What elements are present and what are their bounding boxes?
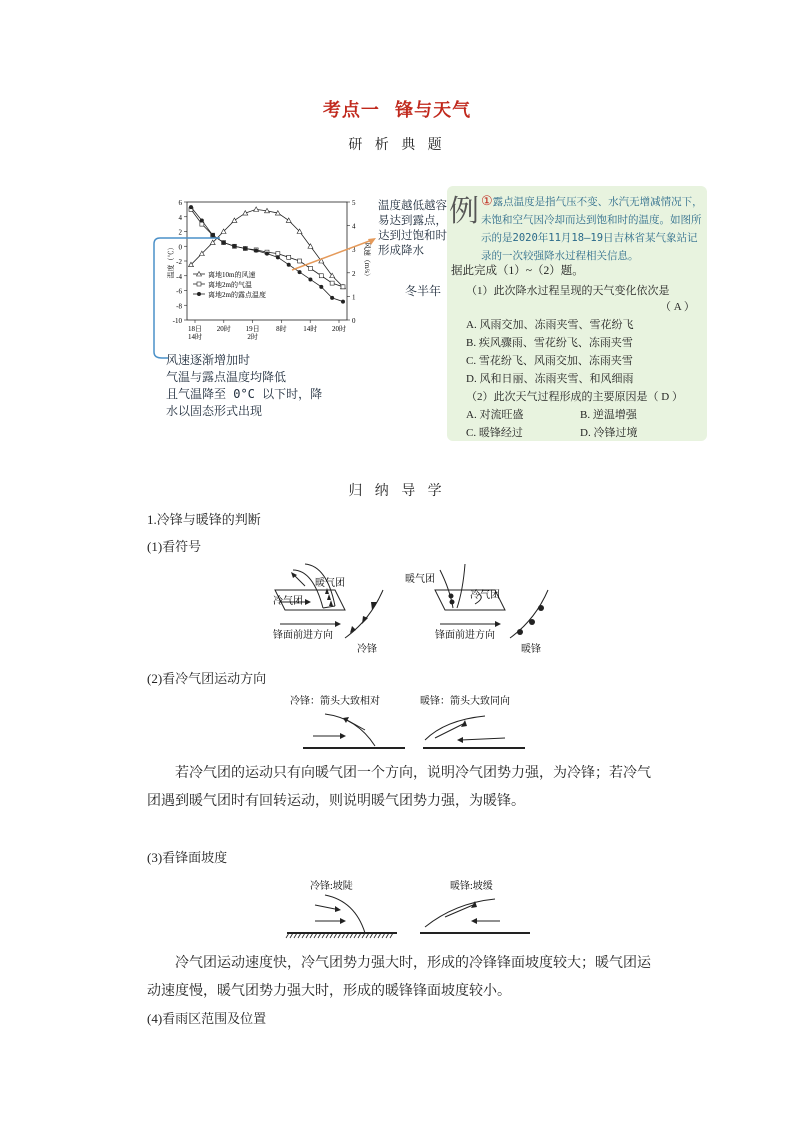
fig3-warm-label: 暖锋:坡缓 — [450, 881, 493, 892]
section-heading-analysis: 研 析 典 题 — [348, 137, 446, 153]
q2-option: D. 冷锋过境 — [580, 427, 638, 439]
fig1-move-dir-left: 锋面前进方向 — [273, 630, 333, 641]
y-tick-label-left: -10 — [172, 317, 182, 325]
annotation-left — [166, 352, 366, 420]
subsection-direction: (2)看冷气团运动方向 — [147, 671, 267, 686]
series-point — [276, 252, 280, 256]
y-tick-label-left: 4 — [178, 213, 182, 222]
series-point — [276, 255, 280, 259]
fig1-cold-front-label: 冷锋 — [357, 644, 377, 655]
x-tick-label: 8时 — [276, 325, 287, 333]
y-tick-label-left: -4 — [176, 272, 182, 281]
y-tick-label-left: -2 — [176, 258, 182, 266]
q2-text: （2）此次天气过程形成的主要原因是（ D ） — [466, 391, 683, 403]
front-symbol-figure — [265, 560, 565, 660]
y-tick-label-right: 0 — [352, 317, 356, 325]
legend-label: 离地2m的气温 — [208, 281, 252, 289]
x-tick-label: 18日 — [188, 325, 202, 333]
series-point — [254, 207, 259, 212]
example-number: ① — [481, 194, 493, 209]
y-tick-label-left: -6 — [176, 287, 182, 296]
y-tick-label-left: 2 — [178, 228, 182, 237]
y-tick-label-right: 2 — [352, 269, 356, 278]
paragraph-direction: 若冷气团的运动只有向暖气团一个方向，说明冷气团势力强，为冷锋；若冷气团遇到暖气团时有回转运动，则说明暖气团势力强，为暖锋。 — [147, 766, 651, 809]
q2-option: A. 对流旺盛 — [466, 409, 524, 421]
q1-text: （1）此次降水过程呈现的天气变化依次是 — [466, 285, 670, 297]
x-tick-label: 20时 — [216, 325, 231, 333]
q2-option: C. 暖锋经过 — [466, 427, 523, 439]
q1-option: A. 风雨交加、冻雨夹雪、雪花纷飞 — [466, 319, 634, 331]
annotation-arrow — [290, 235, 380, 275]
y-tick-label-left: -8 — [176, 302, 182, 311]
series-point — [265, 252, 269, 256]
series-point — [243, 246, 247, 250]
fig1-cold-mass-label-2: 冷气团 — [470, 590, 500, 601]
y-tick-label-left: 6 — [178, 199, 182, 207]
series-point — [200, 218, 204, 222]
y-tick-label-right: 5 — [352, 199, 356, 207]
cold-mass-direction-figure — [285, 690, 545, 750]
paragraph-slope: 冷气团运动速度快，冷气团势力强大时，形成的冷锋锋面坡度较大；暖气团运动速度慢，暖气团势力强大时，形成的暖锋锋面坡度较小。 — [147, 956, 651, 999]
q2-option: B. 逆温增强 — [580, 409, 637, 421]
y-axis-label-right: 风速（m/s） — [363, 241, 371, 281]
example-mark: 例 — [449, 195, 479, 228]
fig2-cold-label: 冷锋：箭头大致相对 — [290, 696, 380, 707]
legend-label: 离地10m的风速 — [208, 271, 256, 279]
annotation-left-line: 气温与露点温度均降低 — [166, 370, 287, 384]
front-slope-figure — [285, 875, 545, 940]
y-tick-label-right: 1 — [352, 293, 356, 302]
example-stem-text: 露点温度是指气压不变、水汽无增减情况下，未饱和空气因冷却而达到饱和时的温度。如图所示的是2020年11月18—19日吉林省某气象站记录的一次较强降水过程相关信息。 — [481, 196, 703, 262]
series-point — [189, 205, 193, 209]
series-point — [254, 249, 258, 253]
annotation-left-line: 风速逐渐增加时 — [166, 353, 251, 367]
series-point — [286, 218, 291, 223]
example-stem — [481, 193, 703, 265]
x-tick-label: 20时 — [332, 325, 346, 333]
series-point — [319, 285, 323, 289]
example-instruction: 据此完成（1）~（2）题。 — [451, 265, 584, 277]
series-point — [330, 296, 334, 300]
fig1-warm-mass-label-2: 暖气团 — [405, 574, 435, 585]
fig1-warm-front-label: 暖锋 — [521, 644, 541, 655]
series-point — [232, 218, 237, 223]
title-part2: 锋与天气 — [395, 100, 472, 121]
annotation-right: 温度越低越容易达到露点，达到过饱和时形成降水 — [378, 198, 447, 257]
fig1-cold-mass-label: 冷气团 — [273, 596, 303, 607]
x-tick-label: 2时 — [247, 333, 258, 340]
series-point — [330, 281, 334, 285]
x-tick-label: 19日 — [245, 325, 260, 333]
fig1-warm-mass-label: 暖气团 — [315, 578, 345, 589]
q1-answer: （ A ） — [660, 301, 695, 313]
q1-option: B. 疾风骤雨、雪花纷飞、冻雨夹雪 — [466, 337, 633, 349]
subsection-rain-area: (4)看雨区范围及位置 — [147, 1011, 267, 1026]
series-point — [341, 300, 345, 304]
annotation-left-line: 且气温降至 0°C 以下时，降 — [166, 387, 323, 401]
fig1-move-dir-right: 锋面前进方向 — [435, 630, 495, 641]
q1-option: D. 风和日丽、冻雨夹雪、和风细雨 — [466, 373, 634, 385]
subsection-symbol: (1)看符号 — [147, 539, 202, 554]
guide-heading: 1.冷锋与暖锋的判断 — [147, 512, 261, 527]
series-point — [308, 277, 312, 281]
subsection-slope: (3)看锋面坡度 — [147, 850, 228, 865]
title-part1: 考点一 — [322, 100, 380, 121]
y-tick-label-left: 0 — [178, 243, 182, 252]
y-tick-label-right: 3 — [352, 246, 356, 255]
x-tick-label: 14时 — [303, 325, 318, 333]
page-title — [0, 96, 794, 122]
annotation-left-line: 水以固态形式出现 — [166, 404, 263, 418]
series-point — [232, 244, 236, 248]
legend-label: 离地2m的露点温度 — [208, 291, 266, 299]
y-tick-label-right: 4 — [352, 222, 356, 231]
y-axis-label-left: 温度（℃） — [167, 243, 175, 279]
section-heading-guide: 归 纳 导 学 — [348, 483, 446, 499]
fig3-cold-label: 冷锋:坡陡 — [310, 881, 353, 892]
annotation-season: 冬半年 — [405, 284, 442, 298]
x-tick-label: 14时 — [188, 333, 202, 340]
q1-option: C. 雪花纷飞、风雨交加、冻雨夹雪 — [466, 355, 633, 367]
series-point — [341, 285, 345, 289]
fig2-warm-label: 暖锋：箭头大致同向 — [420, 696, 510, 707]
annotation-bracket — [150, 232, 230, 362]
